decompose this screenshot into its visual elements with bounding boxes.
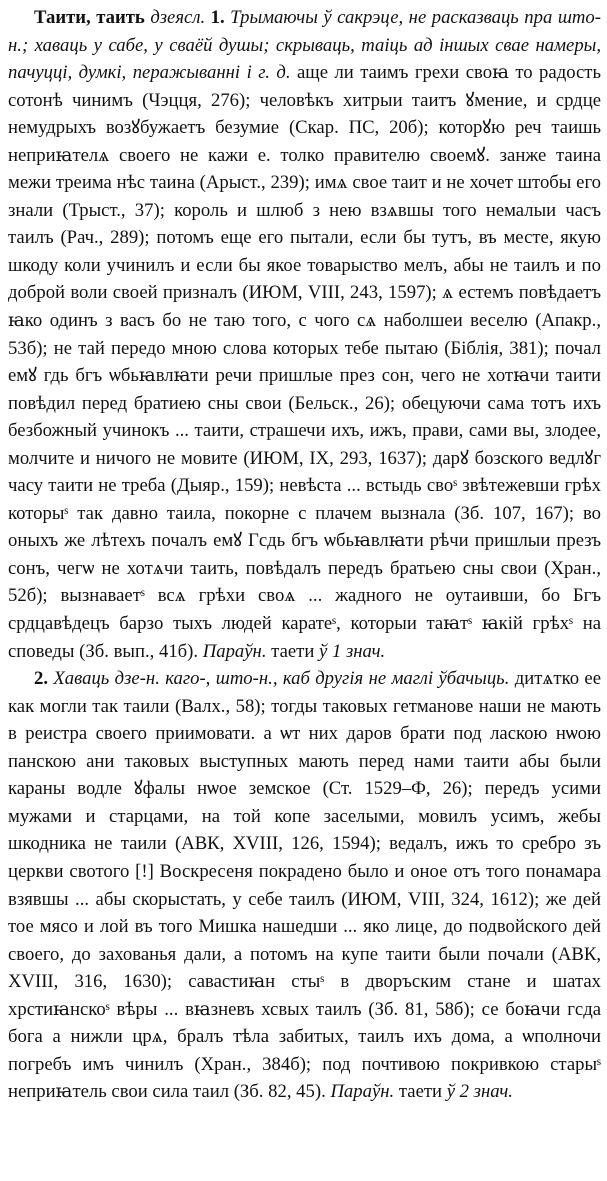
text-segment: Параўн. <box>202 640 267 662</box>
text-segment: Хаваць дзе-н. каго-, што-н., каб другія не маглі ўбачыць. <box>53 668 510 690</box>
text-segment: 1. <box>210 7 225 28</box>
text-segment: ў 2 знач. <box>446 1081 513 1103</box>
text-segment: таети <box>394 1081 447 1103</box>
text-segment: 2. <box>34 668 49 690</box>
text-segment: Таити, таить <box>34 7 145 28</box>
text-segment: Трымаючы ў сакрэце, не расказваць пра што-н.; хаваць у сабе, у сваёй душы; скрываць, таіць ад іншых свае намеры, пачуцці, думкі, перажыванні і г. д. <box>8 7 601 84</box>
text-segment: таети <box>266 640 319 662</box>
text-segment: аще ли таимъ грехи своꙗ то радость сотонѣ чинимъ (Чэцця, 276); человѣкъ хитрыи таитъ ꙋмение, и срдце немудрыхъ возꙋбужаетъ безумие (Скар. ПС, 20б); которꙋю реч таишь неприꙗтелѧ своего не кажи е. толко правителю своемꙋ. занже таина межи треима нѣс таина (Арыст., 239); имѧ свое таит и не хочет штобы его знали (Трыст., 37); король и шлюб з нею взѧвшы того немалыи часъ таилъ (Рач., 289); потомъ еще его пытали, если бы тутъ, въ месте, якую шкоду коли учинилъ и если бы якое товарыство мелъ, абы не таилъ и по доброй воли своей призналъ (ИЮМ, VIII, 243, 1597); ѧ естемъ повѣдаетъ ꙗко одинъ з васъ бо не таю того, с чого сѧ наболшеи веселю (Апакр., 53б); не тай передо мною слова которых тебе пытаю (Біблія, 381); почал емꙋ гдь бгъ ѡбьꙗвлꙗти речи пришлые през сон, чего не хотꙗчи таити повѣдил перед братиею сны свои (Бельск., 26); обецуючи сама тотъ ихъ безбожный учинокъ ... таити, страшечи ихъ, ижъ, прави, сами вы, злодее, молчите и ничого не мовите (ИЮМ, IX, 293, 1637); дарꙋ бозского ведлꙋг часу таити не треба (Дыяр., 159); невѣста ... встыдь своˢ звѣтежевши грѣх которыˢ так давно таила, покорне с плачем вызнала (Зб. 107, 167); во оныхъ же лѣтехъ почалъ емꙋ Гсдь бгъ ѡбьꙗвлꙗти рѣчи пришлыи презъ сонъ, чегѡ не хотѧчи таить, повѣдалъ передъ братьею сны свои (Хран., 52б); вызнаваетˢ всѧ грѣхи своѧ ... жадного не оутаивши, бо Бгъ срдцавѣдецъ барзо тыхъ людей каратеˢ, которыи таꙗтˢ ꙗкій грѣхˢ на споведы (Зб. вып., 41б). <box>8 62 601 662</box>
text-segment: ў 1 знач. <box>319 640 386 662</box>
text-segment: дитѧтко ее как могли так таили (Валх., 58); тогды таковых гетманове наши не мають в реистра своего приимовати. а ѡт них даров брати под ласкою нѡою панскою ани таковых выступных мають перед нами таити абы были караны водле ꙋфалы нѡое земское (Ст. 1529–Ф, 26); передъ усими мужами и старцами, на той копе заселыми, мовилъ усимъ, жебы шкодника не таили (АВК, XVIII, 126, 1594); ведалъ, ижъ то сребро зъ церкви свотого [!] Воскресеня покрадено было и оное отъ того понамара взявшы ... абы скорыстать, у себе таилъ (ИЮМ, VIII, 324, 1612); же дей тое мясо и лой въ того Мишка нашедши ... яко лице, до подвойского дей своего, до захованья дали, а потомъ на купе таити были почали (АВК, XVIII, 316, 1630); савастиꙗн стыˢ в дворъским стане и шатах хрстиꙗнскоˢ вѣры ... вꙗзневъ хсвых таилъ (Зб. 81, 58б); се боꙗчи гсда бога а нижли црѧ, бралъ тѣла забитых, таилъ ихъ дома, а ѡполночи погребъ имъ чинилъ (Хран., 384б); под почтивою покривкою старыˢ неприꙗтель свои сила таил (Зб. 82, 45). <box>8 668 601 1103</box>
text-segment: дзеясл. <box>150 7 206 28</box>
text-segment: Параўн. <box>330 1081 395 1103</box>
entry-paragraph-sense-1 <box>8 4 601 665</box>
entry-paragraph-sense-2 <box>8 665 601 1106</box>
